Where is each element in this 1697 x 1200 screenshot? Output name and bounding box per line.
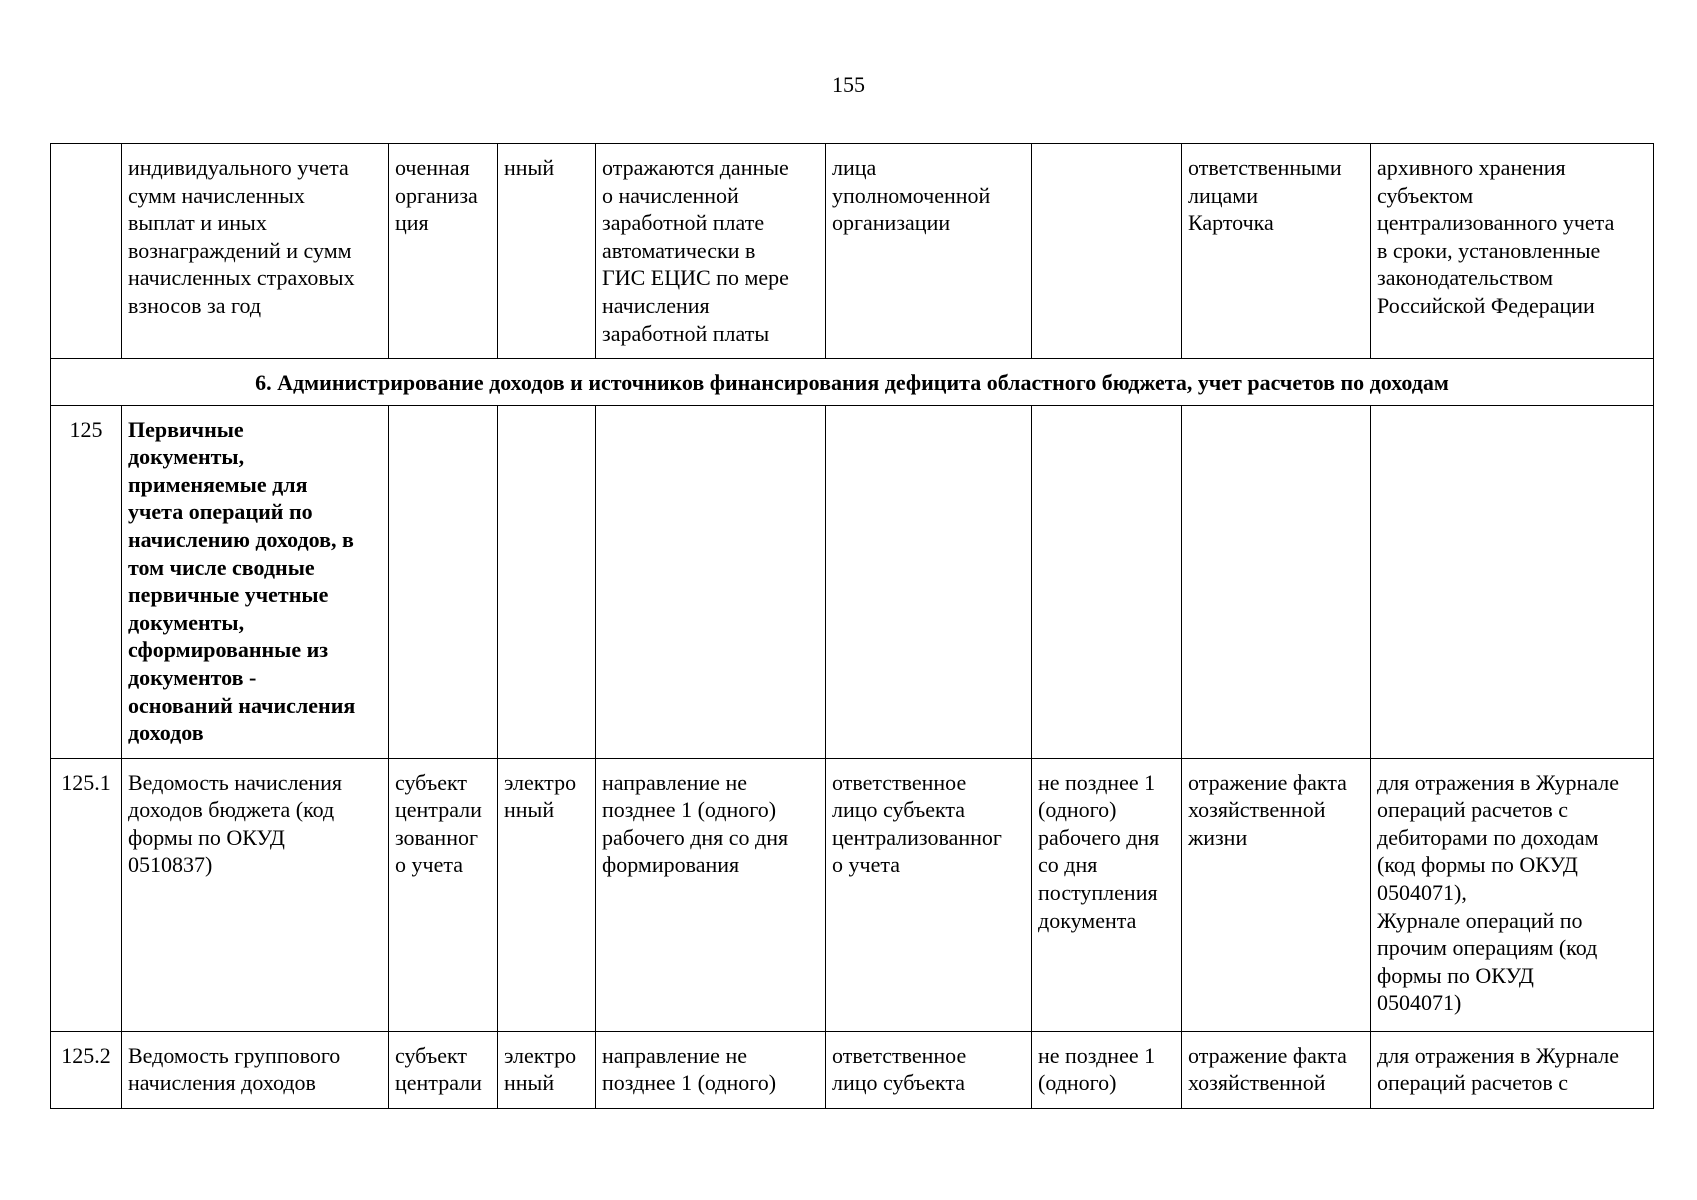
table-row xyxy=(51,144,1654,359)
responsible-person-cell xyxy=(826,405,1032,758)
row-number-cell: 125.1 xyxy=(51,758,122,1031)
submission-procedure-cell: направление не позднее 1 (одного) рабочего дня со дня формирования xyxy=(596,758,826,1031)
row-number-cell: 125.2 xyxy=(51,1031,122,1108)
table-row xyxy=(51,1031,1654,1108)
purpose-cell: отражение факта хозяйственной жизни xyxy=(1182,758,1371,1031)
purpose-cell: ответственными лицами Карточка xyxy=(1182,144,1371,359)
row-number-cell xyxy=(51,144,122,359)
row-number-cell: 125 xyxy=(51,405,122,758)
submission-procedure-cell: направление не позднее 1 (одного) xyxy=(596,1031,826,1108)
usage-cell: для отражения в Журнале операций расчетов с дебиторами по доходам (код формы по ОКУД 0504071), Журнале операций по прочим операциям (код формы по ОКУД 0504071) xyxy=(1371,758,1654,1031)
document-name-cell: индивидуального учета сумм начисленных выплат и иных вознаграждений и сумм начисленных страховых взносов за год xyxy=(122,144,389,359)
creator-cell: оченная организа ция xyxy=(389,144,498,359)
document-group-name-cell: Первичные документы, применяемые для учета операций по начислению доходов, в том числе сводные первичные учетные документы, сформированные из документов - оснований начисления доходов xyxy=(122,405,389,758)
page-number: 155 xyxy=(832,72,865,97)
creator-cell: субъект централи зованног о учета xyxy=(389,758,498,1031)
document-name-cell: Ведомость группового начисления доходов xyxy=(122,1031,389,1108)
table-row xyxy=(51,405,1654,758)
format-cell: электро нный xyxy=(498,1031,596,1108)
purpose-cell xyxy=(1182,405,1371,758)
submission-procedure-cell: отражаются данные о начисленной заработной плате автоматически в ГИС ЕЦИС по мере начисления заработной платы xyxy=(596,144,826,359)
usage-cell: для отражения в Журнале операций расчетов с xyxy=(1371,1031,1654,1108)
deadline-cell xyxy=(1032,405,1182,758)
responsible-person-cell: ответственное лицо субъекта xyxy=(826,1031,1032,1108)
section-title: 6. Администрирование доходов и источников финансирования дефицита областного бюджета, учет расчетов по доходам xyxy=(51,359,1654,406)
deadline-cell: не позднее 1 (одного) xyxy=(1032,1031,1182,1108)
section-header-row xyxy=(51,359,1654,406)
deadline-cell xyxy=(1032,144,1182,359)
document-name-cell: Ведомость начисления доходов бюджета (код формы по ОКУД 0510837) xyxy=(122,758,389,1031)
submission-procedure-cell xyxy=(596,405,826,758)
format-cell: нный xyxy=(498,144,596,359)
responsible-person-cell: лица уполномоченной организации xyxy=(826,144,1032,359)
accounting-documents-table xyxy=(50,143,1654,1109)
purpose-cell: отражение факта хозяйственной xyxy=(1182,1031,1371,1108)
responsible-person-cell: ответственное лицо субъекта централизованног о учета xyxy=(826,758,1032,1031)
usage-cell xyxy=(1371,405,1654,758)
creator-cell xyxy=(389,405,498,758)
creator-cell: субъект централи xyxy=(389,1031,498,1108)
table-row xyxy=(51,758,1654,1031)
format-cell xyxy=(498,405,596,758)
deadline-cell: не позднее 1 (одного) рабочего дня со дня поступления документа xyxy=(1032,758,1182,1031)
usage-cell: архивного хранения субъектом централизованного учета в сроки, установленные законодательством Российской Федерации xyxy=(1371,144,1654,359)
format-cell: электро нный xyxy=(498,758,596,1031)
